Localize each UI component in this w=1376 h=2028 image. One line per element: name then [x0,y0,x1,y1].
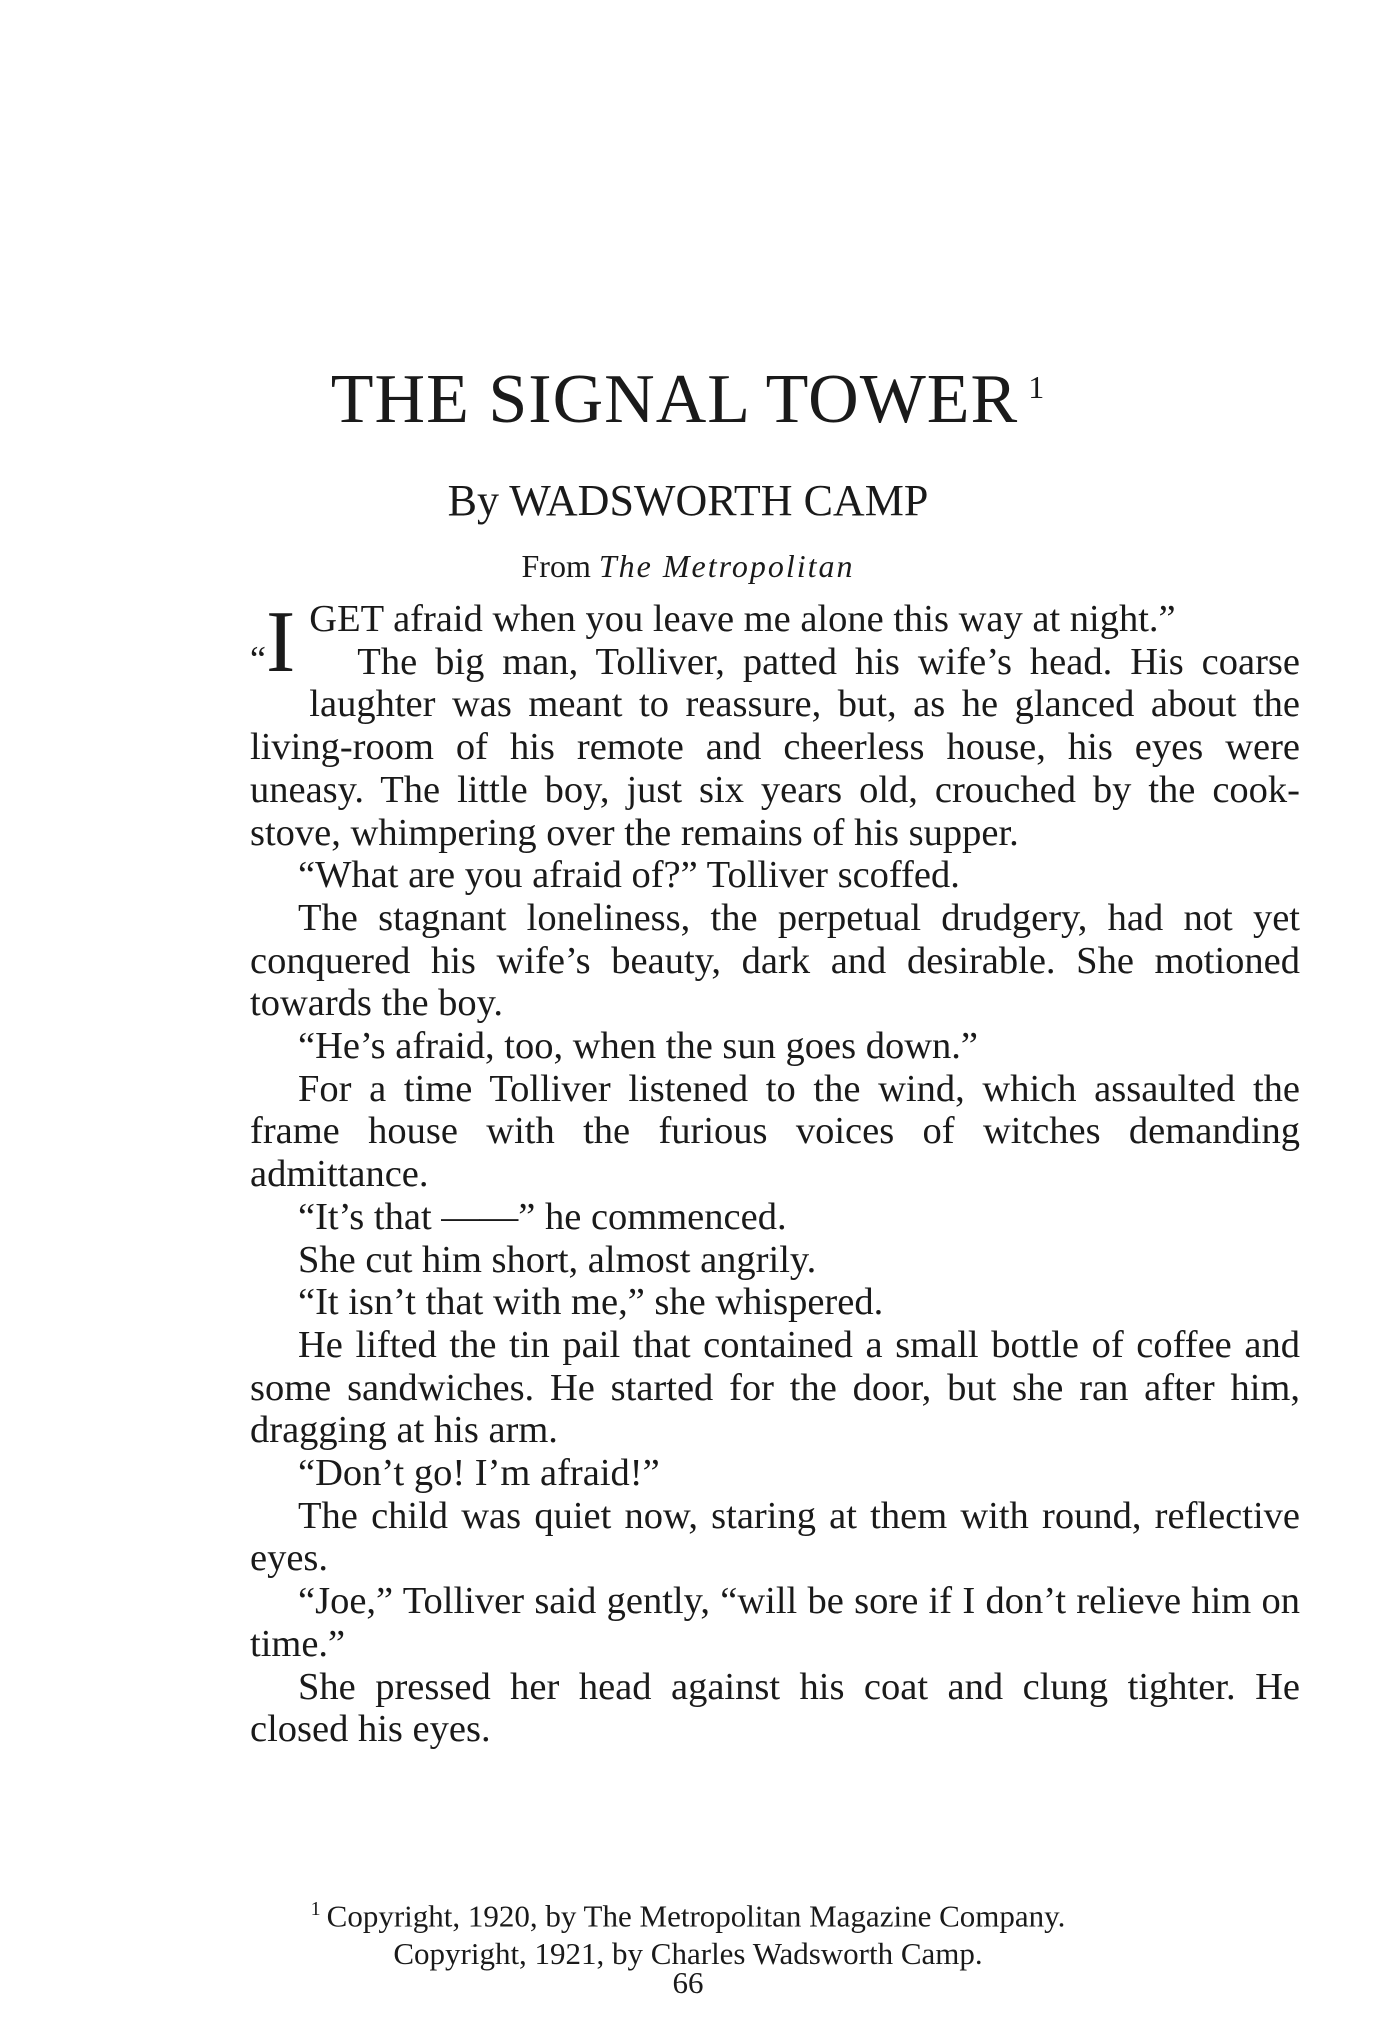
drop-cap-quote: “ [250,639,266,679]
title-footnote-marker: 1 [1028,368,1046,405]
paragraph-11: “Don’t go! I’m afraid!” [298,1452,660,1495]
paragraph-1 [250,594,1300,691]
byline-prefix: By [447,476,500,525]
paragraph-13: “Joe,” Tolliver said gently, “will be sore if I don’t relieve him on time.” [250,1580,1300,1665]
footnote-line-1 [0,1890,1376,1935]
paragraph-14: She pressed her head against his coat and clung tighter. He closed his eyes. [250,1665,1300,1751]
story-title-text: THE SIGNAL TOWER [330,361,1019,438]
byline [0,475,1376,526]
paragraph-8: She cut him short, almost angrily. [298,1238,817,1281]
paragraph-6: For a time Tolliver listened to the wind, which assaulted the frame house with the furious voices of witches demanding admittance. [250,1067,1300,1196]
paragraph-4: The stagnant loneliness, the perpetual drudgery, had not yet conquered his wife’s beauty, dark and desirable. She motioned towards the boy. [250,896,1300,1025]
page-number: 66 [672,1965,704,2000]
footnote-marker: 1 [310,1898,321,1920]
paragraph-text: GET afraid when you leave me alone this way at night.” [309,598,1176,640]
footnote-text-1: Copyright, 1920, by The Metropolitan Magazine Company. [326,1898,1066,1934]
paragraph-3: “What are you afraid of?” Tolliver scoffed. [298,854,960,897]
copyright-footnote [0,1890,1376,1973]
drop-cap-letter: I [265,594,296,691]
story-body [250,594,1300,1751]
source-prefix: From [521,548,591,584]
source-publication: The Metropolitan [598,548,855,584]
paragraph-5: “He’s afraid, too, when the sun goes down.” [298,1025,978,1068]
drop-cap [250,594,296,698]
paragraph-7: “It’s that ——” he commenced. [298,1195,787,1238]
paragraph-2: The big man, Tolliver, patted his wife’s head. His coarse laughter was meant to reassure, but, as he glanced about the living-room of his remote and cheerless house, his eyes were uneasy. The little boy, just six years old, crouched by the cook-stove, whimpering over the remains of his supper. [250,640,1300,854]
story-title [0,360,1376,440]
paragraph-12: The child was quiet now, staring at them with round, reflective eyes. [250,1494,1300,1580]
source-line [0,548,1376,585]
author-name: WADSWORTH CAMP [509,476,929,525]
paragraph-10: He lifted the tin pail that contained a small bottle of coffee and some sandwiches. He started for the door, but she ran after him, dragging at his arm. [250,1323,1300,1452]
footnote-line-2: Copyright, 1921, by Charles Wadsworth Camp. [393,1936,983,1972]
paragraph-9: “It isn’t that with me,” she whispered. [298,1281,884,1324]
